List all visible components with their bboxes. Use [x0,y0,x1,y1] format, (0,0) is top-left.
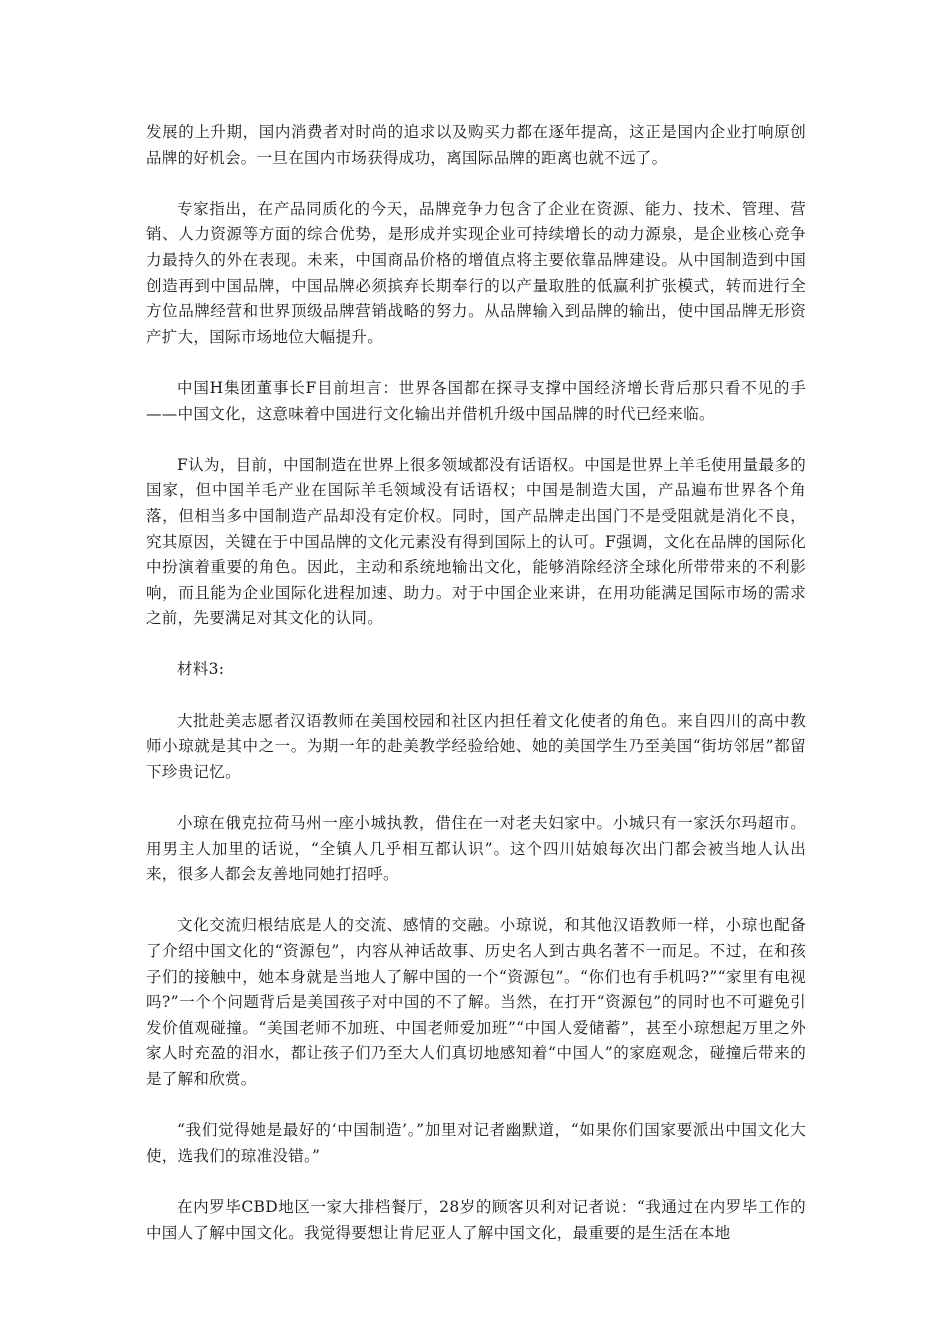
paragraph-f-opinion: F认为，目前，中国制造在世界上很多领域都没有话语权。中国是世界上羊毛使用量最多的国家，但中国羊毛产业在国际羊毛领域没有话语权；中国是制造大国，产品遍布世界各个角落，但相当多中国制造产品却没有定价权。同时，国产品牌走出国门不是受阻就是消化不良，究其原因，关键在于中国品牌的文化元素没有得到国际上的认可。F强调，文化在品牌的国际化中扮演着重要的角色。因此，主动和系统地输出文化，能够消除经济全球化所带带来的不利影响，而且能为企业国际化进程加速、助力。对于中国企业来讲，在用功能满足国际市场的需求之前，先要满足对其文化的认同。 [146,455,806,628]
paragraph-nairobi: 在内罗毕CBD地区一家大排档餐厅，28岁的顾客贝利对记者说：“我通过在内罗毕工作的中国人了解中国文化。我觉得要想让肯尼亚人了解中国文化，最重要的是生活在本地 [146,1197,806,1242]
section-heading-material-3: 材料3: [177,660,225,679]
paragraph-small-town: 小琼在俄克拉荷马州一座小城执教，借住在一对老夫妇家中。小城只有一家沃尔玛超市。用男主人加里的话说，“全镇人几乎相互都认识”。这个四川姑娘每次出门都会被当地人认出来，很多人都会友善地同她打招呼。 [146,814,806,884]
document-body [146,120,806,1272]
paragraph-cultural-exchange: 文化交流归根结底是人的交流、感情的交融。小琼说，和其他汉语教师一样，小琼也配备了介绍中国文化的“资源包”，内容从神话故事、历史名人到古典名著不一而足。不过，在和孩子们的接触中，她本身就是当地人了解中国的一个“资源包”。“你们也有手机吗?”“家里有电视吗?”一个个问题背后是美国孩子对中国的不了解。当然，在打开“资源包”的同时也不可避免引发价值观碰撞。“美国老师不加班、中国老师爱加班”“中国人爱储蓄”，甚至小琼想起万里之外家人时充盈的泪水，都让孩子们乃至大人们真切地感知着“中国人”的家庭观念，碰撞后带来的是了解和欣赏。 [146,916,806,1088]
paragraph-continuation: 发展的上升期，国内消费者对时尚的追求以及购买力都在逐年提高，这正是国内企业打响原创品牌的好机会。一旦在国内市场获得成功，离国际品牌的距离也就不远了。 [146,123,806,167]
paragraph-volunteer-teachers: 大批赴美志愿者汉语教师在美国校园和社区内担任着文化使者的角色。来自四川的高中教师小琼就是其中之一。为期一年的赴美教学经验给她、她的美国学生乃至美国“街坊邻居”都留下珍贵记忆。 [146,711,806,781]
paragraph-gary-quote: “我们觉得她是最好的‘中国制造’。”加里对记者幽默道，“如果你们国家要派出中国文化大使，选我们的琼准没错。” [146,1121,806,1165]
paragraph-chairman-statement: 中国H集团董事长F目前坦言：世界各国都在探寻支撑中国经济增长背后那只看不见的手——中国文化，这意味着中国进行文化输出并借机升级中国品牌的时代已经来临。 [146,378,806,423]
paragraph-expert-view: 专家指出，在产品同质化的今天，品牌竞争力包含了企业在资源、能力、技术、管理、营销、人力资源等方面的综合优势，是形成并实现企业可持续增长的动力源泉，是企业核心竞争力最持久的外在表现。未来，中国商品价格的增值点将主要依靠品牌建设。从中国制造到中国创造再到中国品牌，中国品牌必须摈弃长期奉行的以产量取胜的低赢利扩张模式，转而进行全方位品牌经营和世界顶级品牌营销战略的努力。从品牌输入到品牌的输出，使中国品牌无形资产扩大，国际市场地位大幅提升。 [146,199,806,346]
